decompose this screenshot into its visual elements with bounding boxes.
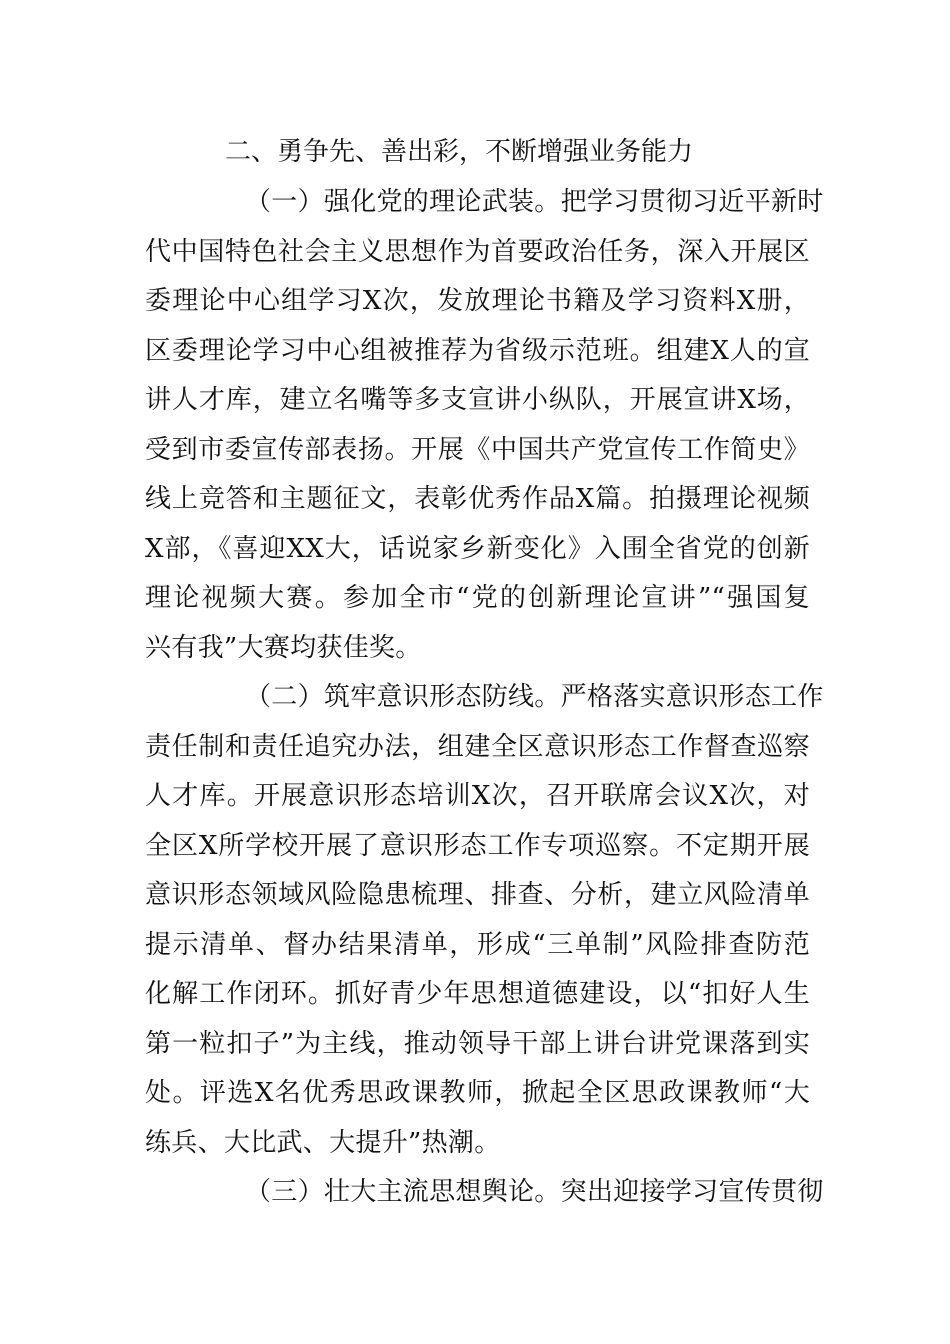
paragraph-line: 线上竞答和主题征文，表彰优秀作品X篇。拍摄理论视频	[145, 484, 810, 514]
paragraph-line: 责任制和责任追究办法，组建全区意识形态工作督查巡察	[145, 731, 810, 762]
paragraph-line: 意识形态领域风险隐患梳理、排查、分析，建立风险清单	[145, 880, 810, 910]
paragraph-line: （二）筑牢意识形态防线。严格落实意识形态工作	[245, 682, 824, 712]
paragraph-line: 全区X所学校开展了意识形态工作专项巡察。不定期开展	[145, 830, 810, 861]
paragraph-line: 练兵、大比武、大提升”热潮。	[145, 1127, 501, 1158]
paragraph-line: （三）壮大主流思想舆论。突出迎接学习宣传贯彻	[245, 1177, 824, 1207]
paragraph-line: 处。评选X名优秀思政课教师，掀起全区思政课教师“大	[145, 1078, 810, 1108]
paragraph-line: 区委理论学习中心组被推荐为省级示范班。组建X人的宣	[145, 335, 810, 366]
paragraph-line: （一）强化党的理论武装。把学习贯彻习近平新时	[245, 187, 824, 217]
paragraph-line: 讲人才库，建立名嘴等多支宣讲小纵队，开展宣讲X场，	[145, 385, 810, 415]
paragraph-1	[145, 178, 824, 673]
paragraph-line: 化解工作闭环。抓好青少年思想道德建设，以“扣好人生	[145, 979, 810, 1009]
paragraph-line: 理论视频大赛。参加全市“党的创新理论宣讲”“强国复	[145, 583, 810, 613]
paragraph-3	[145, 1168, 824, 1218]
paragraph-line: 第一粒扣子”为主线，推动领导干部上讲台讲党课落到实	[145, 1028, 810, 1059]
paragraph-line: 代中国特色社会主义思想作为首要政治任务，深入开展区	[145, 236, 810, 267]
paragraph-2	[145, 673, 824, 1168]
section-heading: 二、勇争先、善出彩，不断增强业务能力	[225, 137, 694, 167]
paragraph-line: 委理论中心组学习X次，发放理论书籍及学习资料X册，	[145, 286, 810, 316]
paragraph-line: X部，《喜迎XX大，话说家乡新变化》入围全省党的创新	[145, 533, 810, 564]
paragraph-line: 兴有我”大赛均获佳奖。	[145, 632, 422, 663]
paragraph-line: 受到市委宣传部表扬。开展《中国共产党宣传工作简史》	[145, 434, 810, 465]
paragraph-line: 人才库。开展意识形态培训X次，召开联席会议X次，对	[145, 781, 810, 811]
paragraph-line: 提示清单、督办结果清单，形成“三单制”风险排查防范	[145, 929, 810, 960]
